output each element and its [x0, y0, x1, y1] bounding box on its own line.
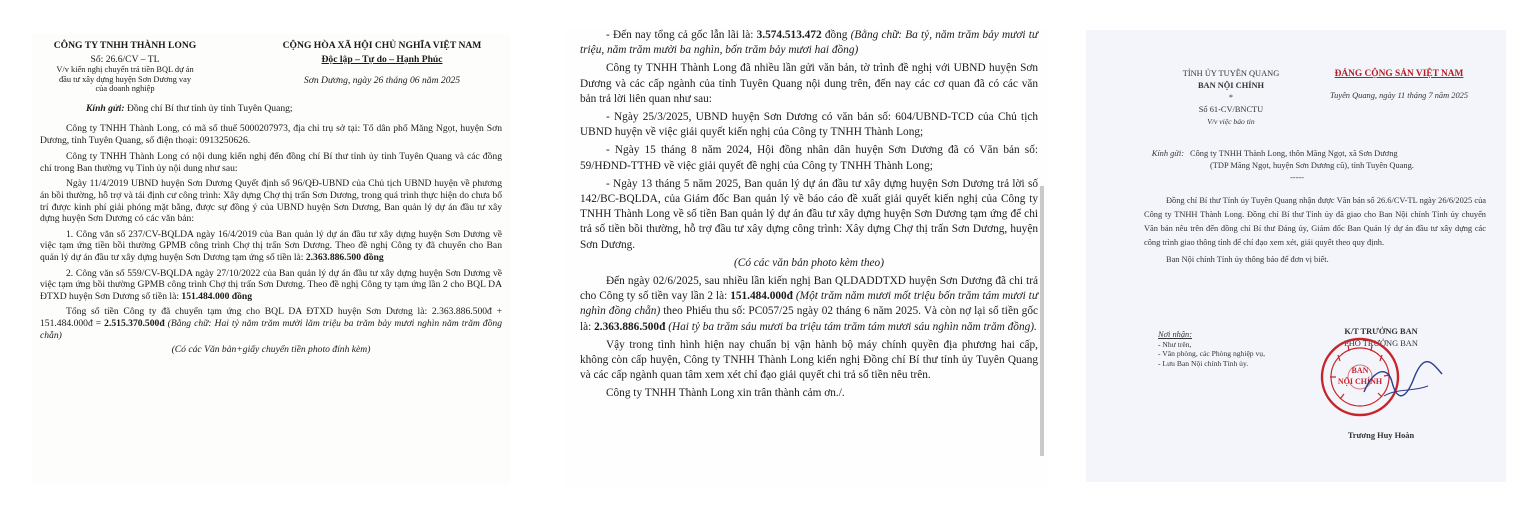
doc2-para-8: Công ty TNHH Thành Long xin trân thành cảm ơn./. [606, 387, 845, 400]
doc2-total-words: (Bằng chữ: Ba tỷ, năm trăm bảy mươi tư triệu, năm trăm mười ba nghìn, bốn trăm bảy mươi hai đồng) [580, 29, 1038, 57]
doc3-recipients-list [1158, 330, 1288, 368]
doc2-total-unit: đồng [821, 29, 851, 41]
doc3-header-left [1156, 68, 1306, 128]
doc2-para-3: - Ngày 15 tháng 8 năm 2024, Hội đồng nhân dân huyện Sơn Dương đã có Văn bản số: 59/HĐND-TTHĐ về việc giải quyết đề nghị của Công ty TNHH Thành Long; [580, 144, 1038, 172]
doc3-recipients [1126, 148, 1486, 184]
doc3-recipient-row [1126, 148, 1486, 184]
doc1-para-1: Công ty TNHH Thành Long, có mã số thuế 5000207973, địa chỉ trụ sở tại: Tổ dân phố Măng Ngọt, huyện Sơn Dương, tỉnh Tuyên Quang, số điện thoại: 0913250626. [40, 123, 502, 146]
doc2-para-2: - Ngày 25/3/2025, UBND huyện Sơn Dương có văn bản số: 604/UBND-TCD của Chủ tịch UBND huyện về việc giải quyết kiến nghị của Công ty TNHH Thành Long; [580, 111, 1038, 139]
doc1-subject-2: đầu tư xây dựng huyện Sơn Dương vay [58, 74, 192, 84]
doc3-header-right [1314, 68, 1484, 102]
page-edge-shadow [1040, 186, 1044, 456]
doc3-signer: Trương Huy Hoàn [1347, 431, 1415, 440]
doc2-total-label: - Đến nay tổng cả gốc lẫn lãi là: [606, 29, 757, 41]
doc1-para-4-text: 1. Công văn số 237/CV-BQLDA ngày 16/4/2019 của Ban quản lý dự án đầu tư xây dựng huyện Sơn Dương về việc tạm ứng tiền bồi thường GPMB công trình Chợ thị trấn Sơn Dương. Theo đề nghị Công ty đã chuyển cho Ban quản lý dự án đầu tư xây dựng huyện Sơn Dương tạm ứng số tiền là: [40, 228, 502, 263]
doc1-date: Sơn Dương, ngày 26 tháng 06 năm 2025 [303, 75, 461, 87]
doc3-nn-2: - Văn phòng, các Phòng nghiệp vụ, [1158, 349, 1265, 359]
document-page-2 [566, 28, 1048, 488]
doc1-greeting-label: Kính gửi: [86, 103, 125, 115]
doc2-para-6-words-1: (Một trăm năm mươi mốt triệu bốn trăm tám mươi tư nghìn đồng chẵn) [580, 290, 1038, 318]
doc3-body-1: Đồng chí Bí thư Tỉnh ủy Tuyên Quang nhận được Văn bản số 26.6/CV-TL ngày 26/6/2025 của Công ty TNHH Thành Long. Đồng chí Bí thư Tỉnh ủy đã giao cho Ban Nội chính Tỉnh ủy chuyển Văn bản nêu trên đến đồng chí Bí thư Đảng ủy, Giám đốc Ban Quản lý dự án đầu tư xây dựng các công trình giao thông tỉnh để chỉ đạo xem xét, giải quyết theo quy định. [1144, 196, 1486, 247]
doc1-para-2: Công ty TNHH Thành Long có nội dung kiến nghị đến đồng chí Bí thư tỉnh ủy tỉnh Tuyên Quang và các đồng chí trong Ban thường vụ Tỉnh ủy nội dung như sau: [40, 151, 502, 174]
doc1-doc-number: Số: 26.6/CV – TL [90, 53, 160, 65]
doc1-header [40, 40, 502, 93]
doc1-para-6-text: Tổng số tiền Công ty đã chuyển tạm ứng cho BQL DA ĐTXD huyện Sơn Dương là: 2.363.886.500đ + 151.484.000đ = [40, 306, 502, 329]
doc2-para-6-text: Đến ngày 02/6/2025, sau nhiều lần kiến nghị Ban QLDADDTXD huyện Sơn Dương đã chi trả cho Công ty số tiền vay lần 2 là: [580, 275, 1038, 303]
doc3-pho: PHÓ TRƯỞNG BAN [1344, 339, 1418, 348]
doc3-recipient-1: Công ty TNHH Thành Long, thôn Măng Ngọt, xã Sơn Dương [1190, 149, 1398, 158]
doc1-para-4 [40, 229, 502, 264]
doc1-para-6-amount: 2.515.370.500đ [104, 317, 165, 329]
doc2-attachment-note: (Có các văn bản photo kèm theo) [734, 256, 884, 269]
doc2-para-6-amount-2: 2.363.886.500đ [594, 320, 666, 333]
doc1-motto: Độc lập – Tự do – Hạnh Phúc [321, 53, 443, 65]
doc1-para-6 [40, 306, 502, 341]
doc3-nn-1: - Như trên, [1158, 339, 1192, 349]
doc3-dashes: ----- [1290, 173, 1304, 182]
doc1-subject-3: của doanh nghiệp [95, 84, 155, 93]
doc1-para-5-text: 2. Công văn số 559/CV-BQLDA ngày 27/10/2022 của Ban quản lý dự án đầu tư xây dựng huyện Sơn Dương về việc tạm ứng bồi thường GPMB công trình Chợ thị trấn Sơn Dương. Theo đề nghị Công ty tạm ứng lần 2 cho BQL DA ĐTXD huyện Sơn Dương số tiền là: [40, 267, 502, 302]
doc1-header-right [262, 40, 502, 93]
doc3-subject: V/v việc báo tin [1207, 117, 1255, 126]
doc2-total-amount: 3.574.513.472 [756, 29, 822, 41]
doc3-recipient-2: (TDP Măng Ngọt, huyện Sơn Dương cũ), tỉnh Tuyên Quang. [1210, 161, 1414, 170]
doc2-para-6-amount-1: 151.484.000đ [730, 290, 793, 303]
doc3-noi-nhan: Nơi nhận: [1158, 330, 1193, 339]
doc3-recipient-label: Kính gửi: [1151, 149, 1184, 158]
doc3-number: Số 61-CV/BNCTU [1198, 105, 1264, 114]
doc2-para-1: Công ty TNHH Thành Long đã nhiều lần gửi văn bản, tờ trình đề nghị với UBND huyện Sơn Dương và các cấp ngành của tỉnh Tuyên Quang nội dung trên, đến nay các cơ quan đã có các văn bản trả lời liên quan như sau: [580, 62, 1038, 105]
doc1-company-name: CÔNG TY TNHH THÀNH LONG [53, 40, 197, 51]
doc1-greeting [86, 103, 502, 115]
doc1-para-3: Ngày 11/4/2019 UBND huyện Sơn Dương Quyết định số 96/QĐ-UBND của Chủ tịch UBND huyện về phương án bồi thường, hỗ trợ và tái định cư công trình: Xây dựng Chợ thị trấn Sơn Dương, trong quá trình thực hiện do chưa bố trí được kinh phí giải phóng mặt bằng, được sự đồng ý của UBND huyện Sơn Dương, Ban quản lý dự án đầu tư xây dựng huyện Sơn Dương có các văn bản: [40, 178, 502, 225]
stamp-text-2: NỘI CHÍNH [1337, 377, 1383, 386]
doc1-header-left [40, 40, 210, 93]
doc3-star: * [1228, 93, 1234, 102]
doc1-greeting-text: Đồng chí Bí thư tỉnh ủy tỉnh Tuyên Quang; [124, 103, 293, 115]
stamp-text-1: BAN [1351, 366, 1369, 375]
doc3-date: Tuyên Quang, ngày 11 tháng 7 năm 2025 [1329, 91, 1469, 100]
doc1-subject-1: V/v kiến nghị chuyển trả tiền BQL dự án [56, 65, 194, 75]
doc2-para-6 [580, 274, 1038, 335]
doc1-para-5-amount: 151.484.000 đồng [181, 290, 253, 302]
doc1-attachment-note: (Có các Văn bản+giấy chuyển tiền photo đính kèm) [171, 344, 371, 356]
doc3-org-1: TỈNH ỦY TUYÊN QUANG [1182, 69, 1280, 78]
doc2-para-6-words-2: (Hai tỷ ba trăm sáu mươi ba triệu tám trăm tám mươi sáu nghìn năm trăm đồng). [665, 320, 1037, 333]
doc3-body [1144, 194, 1486, 267]
doc2-para-7: Vậy trong tình hình hiện nay chuẩn bị vận hành bộ máy chính quyền địa phương hai cấp, không còn cấp huyện, Công ty TNHH Thành Long kiến nghị Đồng chí Bí thư tỉnh ủy Tuyên Quang và các cấp ngành quan tâm xem xét chỉ đạo giải quyết chi trả số tiền nêu trên. [580, 338, 1038, 382]
doc2-para-4: - Ngày 13 tháng 5 năm 2025, Ban quản lý dự án đầu tư xây dựng huyện Sơn Dương trả lời số 142/BC-BQLDA, của Giám đốc Ban quản lý về báo cáo đề xuất giải quyết kiến nghị của Công ty TNHH Thành Long về số tiền Ban quản lý dự án đầu tư xây dựng huyện Sơn Dương tạm ứng để chi trả số tiền bồi thường, hỗ trợ đầu tư xây dựng công trình: Xây dựng Chợ thị trấn Sơn Dương, huyện Sơn Dương. [580, 177, 1038, 251]
doc3-nn-3: - Lưu Ban Nội chính Tỉnh ủy. [1158, 358, 1249, 368]
doc3-party: ĐẢNG CỘNG SẢN VIỆT NAM [1334, 69, 1464, 79]
doc1-para-4-amount: 2.363.886.500 đồng [305, 251, 384, 263]
doc2-para-6-text-2: theo Phiếu thu số: PC057/25 ngày 02 tháng 6 năm 2025. Và còn nợ lại số tiền gốc là: [580, 305, 1038, 333]
doc1-para-6-words: (Bằng chữ: Hai tỷ năm trăm mười lăm triệu ba trăm bảy mươi nghìn năm trăm đồng chẵn) [40, 317, 502, 341]
document-page-1 [32, 34, 510, 484]
doc2-total-line [580, 28, 1038, 58]
doc1-nation: CỘNG HÒA XÃ HỘI CHỦ NGHĨA VIỆT NAM [282, 40, 482, 51]
handwritten-signature-icon [1351, 348, 1454, 418]
doc1-para-5 [40, 268, 502, 303]
doc3-body-2: Ban Nội chính Tỉnh ủy thông báo để đơn vị biết. [1166, 255, 1329, 264]
doc3-org-2: BAN NỘI CHÍNH [1197, 81, 1265, 90]
document-page-3 [1086, 30, 1506, 482]
doc3-kt: K/T TRƯỞNG BAN [1344, 327, 1418, 336]
